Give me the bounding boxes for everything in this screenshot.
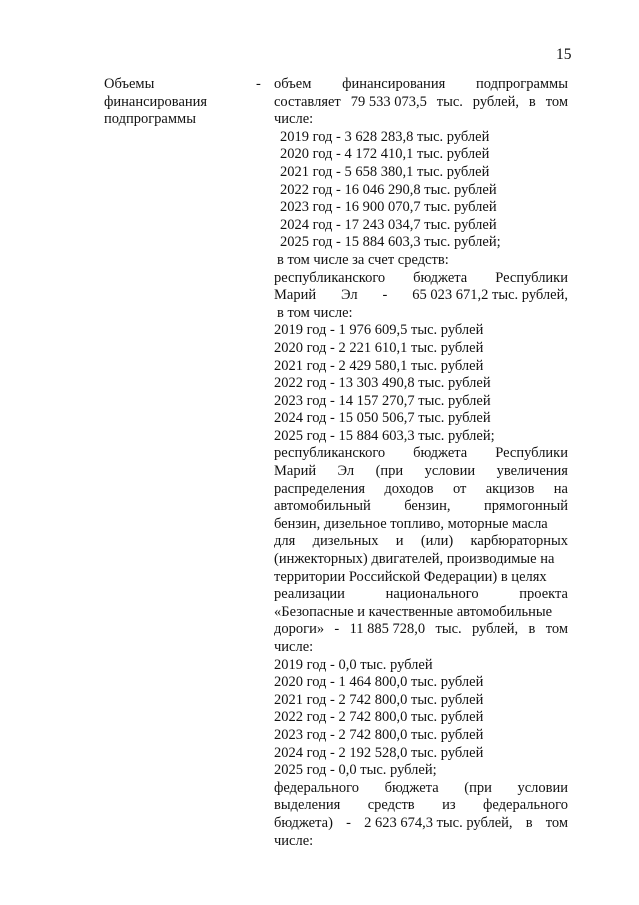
text-line: «Безопасные и качественные автомобильные: [274, 603, 553, 620]
text-line: числе:: [274, 111, 314, 128]
text-line: республиканского бюджета Республики: [274, 445, 568, 462]
text-line: территории Российской Федерации) в целях: [274, 568, 547, 585]
text-line: числе:: [274, 832, 314, 849]
year-amount-line: 2021 год - 2 429 580,1 тыс. рублей: [274, 357, 484, 374]
year-amount-line: 2025 год - 15 884 603,3 тыс. рублей;: [280, 234, 501, 251]
year-amount-line: 2021 год - 2 742 800,0 тыс. рублей: [274, 691, 484, 708]
year-amount-line: 2024 год - 17 243 034,7 тыс. рублей: [280, 216, 497, 233]
text-line: для дизельных и (или) карбюраторных: [274, 533, 568, 550]
year-amount-line: 2023 год - 16 900 070,7 тыс. рублей: [280, 199, 497, 216]
field-label-line: подпрограммы: [104, 111, 196, 128]
year-amount-line: 2024 год - 2 192 528,0 тыс. рублей: [274, 744, 484, 761]
text-line: распределения доходов от акцизов на: [274, 480, 568, 497]
year-amount-line: 2025 год - 0,0 тыс. рублей;: [274, 762, 437, 779]
year-amount-line: 2021 год - 5 658 380,1 тыс. рублей: [280, 163, 490, 180]
text-line: в том числе за счет средств:: [277, 251, 449, 268]
year-amount-line: 2023 год - 2 742 800,0 тыс. рублей: [274, 726, 484, 743]
text-line: (инжекторных) двигателей, производимые на: [274, 551, 555, 568]
year-amount-line: 2019 год - 1 976 609,5 тыс. рублей: [274, 322, 484, 339]
text-line: Марий Эл (при условии увеличения: [274, 463, 568, 480]
text-line: федерального бюджета (при условии: [274, 779, 568, 796]
page-number: 15: [556, 46, 572, 63]
year-amount-line: 2022 год - 2 742 800,0 тыс. рублей: [274, 709, 484, 726]
text-line: числе:: [274, 639, 314, 655]
text-line: дороги» - 11 885 728,0 тыс. рублей, в том: [274, 621, 568, 638]
text-line: в том числе:: [277, 304, 353, 321]
text-line: республиканского бюджета Республики: [274, 269, 568, 286]
field-label-line: Объемы: [104, 76, 155, 92]
year-amount-line: 2025 год - 15 884 603,3 тыс. рублей;: [274, 427, 495, 444]
year-amount-line: 2022 год - 13 303 490,8 тыс. рублей: [274, 375, 491, 392]
year-amount-line: 2023 год - 14 157 270,7 тыс. рублей: [274, 392, 491, 409]
year-amount-line: 2020 год - 4 172 410,1 тыс. рублей: [280, 146, 490, 163]
text-line: бюджета) - 2 623 674,3 тыс. рублей, в том: [274, 814, 568, 831]
field-value: [274, 76, 568, 850]
separator-dash: -: [256, 76, 261, 92]
year-amount-line: 2020 год - 2 221 610,1 тыс. рублей: [274, 339, 484, 356]
text-line: выделения средств из федерального: [274, 797, 568, 814]
text-line: составляет 79 533 073,5 тыс. рублей, в том: [274, 93, 568, 110]
year-amount-line: 2020 год - 1 464 800,0 тыс. рублей: [274, 674, 484, 691]
field-label: [104, 76, 254, 129]
text-line: Марий Эл - 65 023 671,2 тыс. рублей,: [274, 287, 568, 304]
year-amount-line: 2019 год - 0,0 тыс. рублей: [274, 656, 433, 673]
year-amount-line: 2022 год - 16 046 290,8 тыс. рублей: [280, 181, 497, 198]
year-amount-line: 2019 год - 3 628 283,8 тыс. рублей: [280, 128, 490, 145]
text-line: автомобильный бензин, прямогонный: [274, 498, 568, 515]
text-line: реализации национального проекта: [274, 586, 568, 603]
text-line: объем финансирования подпрограммы: [274, 76, 568, 92]
field-label-line: финансирования: [104, 93, 208, 110]
text-line: бензин, дизельное топливо, моторные масла: [274, 515, 548, 532]
year-amount-line: 2024 год - 15 050 506,7 тыс. рублей: [274, 410, 491, 427]
